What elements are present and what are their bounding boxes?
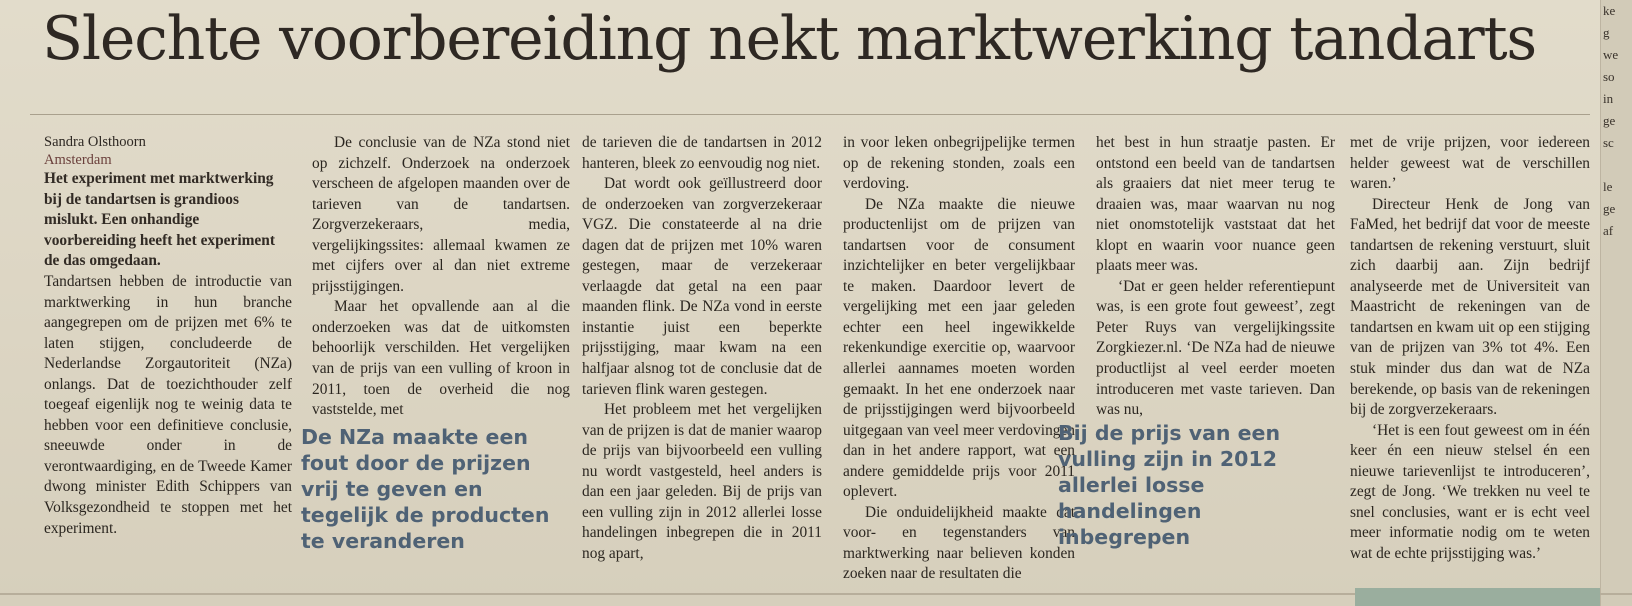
body-paragraph: Directeur Henk de Jong van FaMed, het bedrijf dat voor de meeste tandartsen de rekening verstuurt, sluit zich daarbij aan. Zijn bedrijf analyseerde met de Universiteit van Maastricht de rekeningen van de tandartsen en kwam uit op een stijging van de prijzen van 3% tot 4%. Een stuk minder dus dan wat de NZa berekende, op basis van de rekeningen bij de zorgverzekeraars.: [1350, 195, 1590, 419]
adjacent-article-edge: [1600, 0, 1632, 606]
author-name: Sandra Olsthoorn: [44, 134, 146, 150]
body-paragraph: Die onduidelijkheid maakte dat voor- en tegenstanders van marktwerking naar believen konden zoeken naar de resultaten die: [843, 503, 1075, 583]
adjacent-text-fragment: in: [1603, 91, 1614, 106]
adjacent-text-fragment: [1601, 154, 1632, 176]
headline-rule: [30, 114, 1590, 115]
pull-quote: De NZa maakte een fout door de prijzen vrij te geven en tegelijk de producten te veranderen: [301, 425, 550, 553]
article-headline: Slechte voorbereiding nekt marktwerking tandarts: [42, 4, 1536, 74]
body-paragraph: Het probleem met het vergelijken van de prijzen is dat de manier waarop de prijs van bijvoorbeeld een vulling nu wordt vastgesteld, heel anders is dan een jaar geleden. Bij de prijs van een vulling zijn in 2012 allerlei losse handelingen inbegrepen die in 2011 nog apart,: [582, 401, 822, 562]
column-6: [1350, 133, 1590, 588]
body-paragraph: De conclusie van de NZa stond niet op zichzelf. Onderzoek na onderzoek verscheen de afgelopen maanden over de tarieven van de tandartsen. Zorgverzekeraars, media, vergelijkingssites: allemaal kwamen ze met cijfers over al dan niet extreme prijsstijgingen.: [312, 134, 570, 295]
adjacent-text-fragment: so: [1603, 69, 1615, 84]
body-paragraph: het best in hun straatje pasten. Er ontstond een beeld van de tandartsen als graaiers dat niet meer terug te draaien was, maar waarvan nu nog niet onomstotelijk vaststaat dat het klopt en waarin voor nuance geen plaats meer was.: [1096, 134, 1335, 275]
body-paragraph: Tandartsen hebben de introductie van marktwerking in hun branche aangegrepen om de prijzen met 6% te laten stijgen, concludeerde de Nederlandse Zorgautoriteit (NZa) onlangs. Dat de toezichthouder zelf toegeaf eigenlijk nog te weinig data te hebben voor een definitieve conclusie, sneeuwde onder in de verontwaardiging, en de Tweede Kamer dwong minister Edith Schippers van Volksgezondheid te stoppen met het experiment.: [44, 272, 292, 537]
adjacent-color-block: [1355, 588, 1600, 606]
adjacent-text-fragment: sc: [1603, 135, 1614, 150]
column-3: [582, 133, 822, 588]
adjacent-text-fragment: ge: [1603, 113, 1616, 128]
byline-location: [44, 151, 292, 169]
adjacent-text-fragment: ge: [1603, 201, 1616, 216]
body-paragraph: Dat wordt ook geïllustreerd door de onderzoeken van zorgverzekeraar VGZ. Die constateerde al na drie dagen dat de prijzen met 10% waren gestegen, maar de verzekeraar verlaagde dat getal na een paar maanden flink. De NZa vond in eerste instantie juist een beperkte prijsstijging, maar kwam na een halfjaar alsnog tot de conclusie dat de tarieven flink waren gestegen.: [582, 175, 822, 398]
author-city: Amsterdam: [44, 152, 112, 168]
body-paragraph: De NZa maakte die nieuwe productenlijst om de prijzen van tandartsen voor de consument inzichtelijker en beter vergelijkbaar te maken. Daardoor levert de vergelijking met een jaar geleden echter een heel ingewikkelde rekenkundige exercitie op, waarvoor allerlei aannames moeten worden gemaakt. In het ene onderzoek naar de prijsstijgingen werd bijvoorbeeld uitgegaan van veel meer verdovingen dan in het andere rapport, wat een andere gemiddelde prijs voor 2011 oplevert.: [843, 195, 1075, 501]
pull-quote: Bij de prijs van een vulling zijn in 2012 allerlei losse handelingen inbegrepen: [1058, 421, 1281, 549]
body-paragraph: in voor leken onbegrijpelijke termen op de rekening stonden, zoals een verdoving.: [843, 134, 1075, 193]
column-4: [843, 133, 1075, 588]
adjacent-text-fragment: ke: [1603, 3, 1616, 18]
adjacent-text-fragment: le: [1603, 179, 1613, 194]
adjacent-text-fragment: we: [1603, 47, 1619, 62]
body-paragraph: met de vrije prijzen, voor iedereen helder geweest wat de verschillen waren.’: [1350, 134, 1590, 193]
body-paragraph: Maar het opvallende aan al die onderzoeken was dat de uitkomsten behoorlijk verschilden. Het vergelijken van de prijs van een vulling of kroon in 2011, toen de overheid die nog vaststelde, met: [312, 298, 570, 419]
column-1: [44, 133, 292, 588]
body-paragraph: ‘Het is een fout geweest om in één keer én een nieuw stelsel én een nieuwe tarievenlijst te introduceren’, zegt de Jong. ‘We trekken nu veel te snel conclusies, want er is echt veel meer informatie nodig om te weten wat de echte prijsstijging was.’: [1350, 421, 1590, 562]
adjacent-text-fragment: af: [1603, 223, 1614, 238]
byline-author: [44, 133, 292, 151]
body-paragraph: ‘Dat er geen helder referentiepunt was, is een grote fout geweest’, zegt Peter Ruys van vergelijkingssite Zorgkiezer.nl. ‘De NZa had de nieuwe productlijst al veel eerder moeten introduceren met vaste tarieven. Dan was nu,: [1096, 277, 1335, 419]
body-paragraph: de tarieven die de tandartsen in 2012 hanteren, bleek zo eenvoudig nog niet.: [582, 134, 822, 172]
article-lead: Het experiment met marktwerking bij de tandartsen is grandioos mislukt. Een onhandige voorbereiding heeft het experiment de das omgedaan.: [44, 170, 275, 270]
adjacent-text-fragment: g: [1603, 25, 1610, 40]
